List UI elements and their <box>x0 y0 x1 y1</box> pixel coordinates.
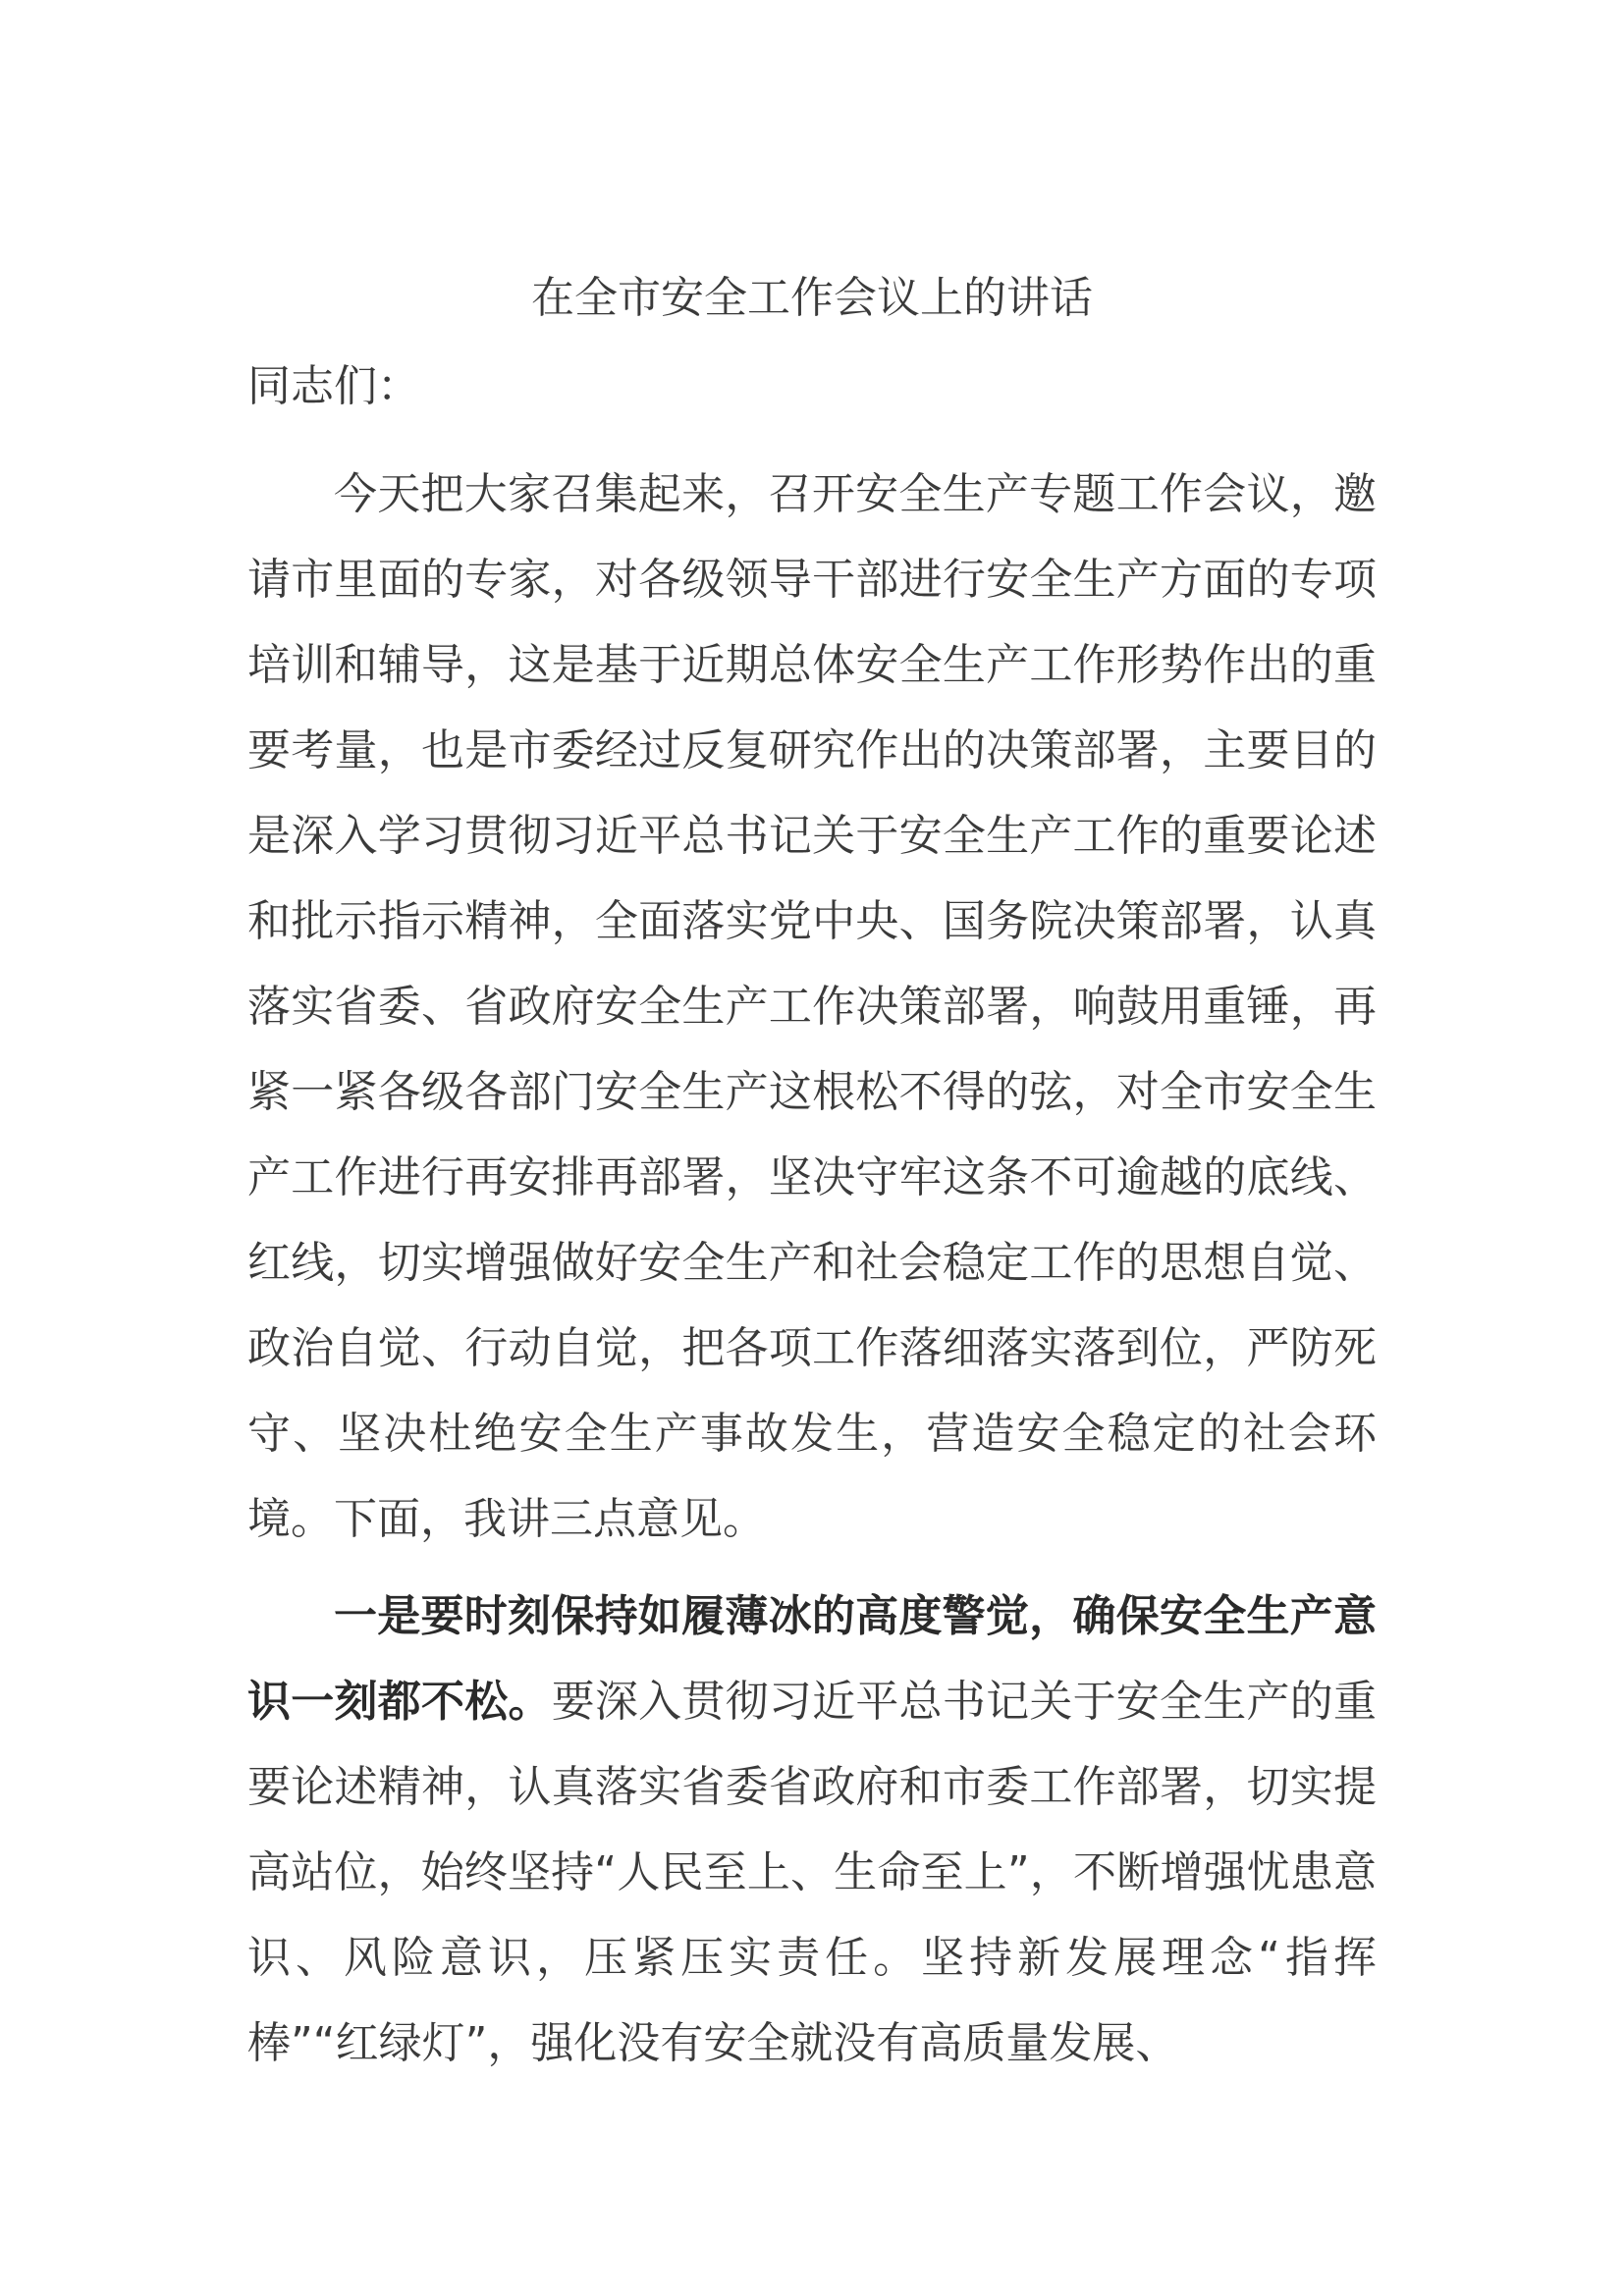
paragraph-intro: 今天把大家召集起来，召开安全生产专题工作会议，邀请市里面的专家，对各级领导干部进行安全生产方面的专项培训和辅导，这是基于近期总体安全生产工作形势作出的重要考量，也是市委经过反复研究作出的决策部署，主要目的是深入学习贯彻习近平总书记关于安全生产工作的重要论述和批示指示精神，全面落实党中央、国务院决策部署，认真落实省委、省政府安全生产工作决策部署，响鼓用重锤，再紧一紧各级各部门安全生产这根松不得的弦，对全市安全生产工作进行再安排再部署，坚决守牢这条不可逾越的底线、红线，切实增强做好安全生产和社会稳定工作的思想自觉、政治自觉、行动自觉，把各项工作落细落实落到位，严防死守、坚决杜绝安全生产事故发生，营造安全稳定的社会环境。下面，我讲三点意见。 <box>247 469 1377 1544</box>
paragraph-point-one-body: 要深入贯彻习近平总书记关于安全生产的重要论述精神，认真落实省委省政府和市委工作部署，切实提高站位，始终坚持“人民至上、生命至上”，不断增强忧患意识、风险意识，压紧压实责任。坚持新发展理念“指挥棒”“红绿灯”，强化没有安全就没有高质量发展、 <box>247 1677 1378 2068</box>
paragraph-point-one-lead: 一是要时刻保持如履薄冰的高度警觉，确保安全生产意识一刻都不松。 <box>247 1591 1377 1727</box>
document-title: 在全市安全工作会议上的讲话 <box>531 273 1093 323</box>
paragraph-point-one <box>247 1574 1377 2086</box>
salutation: 同志们： <box>247 361 420 411</box>
